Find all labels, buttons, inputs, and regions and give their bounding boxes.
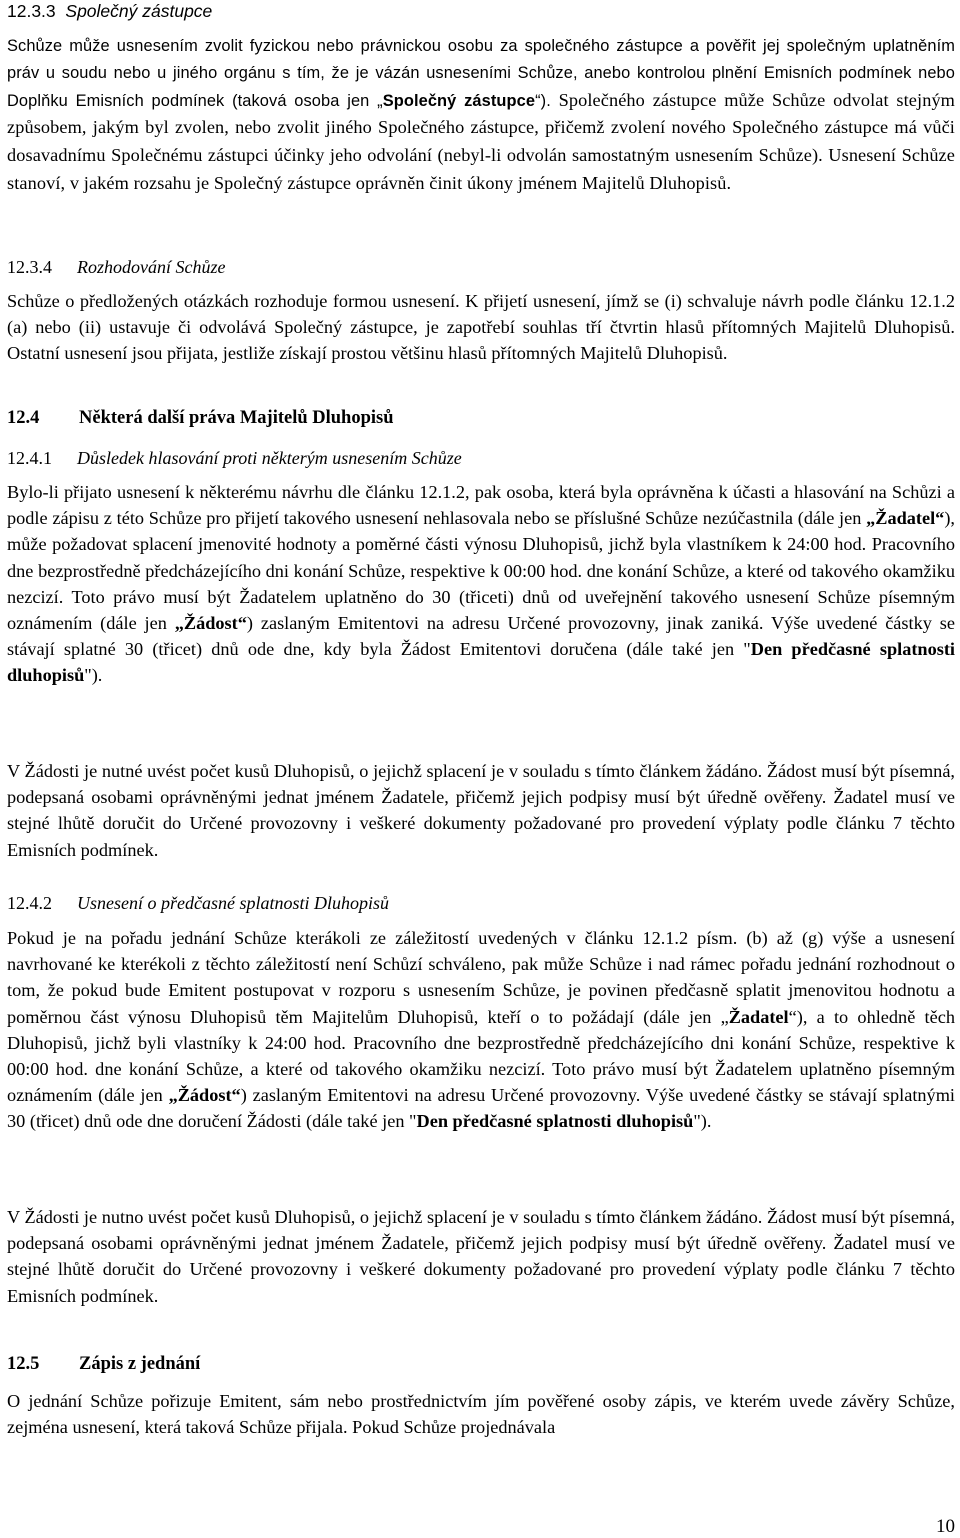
paragraph-decision-making — [7, 288, 955, 367]
defined-term: Žadatel — [728, 1006, 789, 1027]
paragraph-common-representative — [7, 33, 955, 198]
heading-title: Společný zástupce — [65, 1, 213, 21]
heading-number: 12.4 — [7, 408, 40, 428]
heading-title: Důsledek hlasování proti některým usnesením Schůze — [77, 448, 462, 468]
paragraph-minutes — [7, 1388, 955, 1440]
section-heading — [7, 1352, 955, 1376]
section-12-5 — [7, 1352, 955, 1376]
heading-number: 12.3.3 — [7, 1, 56, 21]
heading-number: 12.3.4 — [7, 257, 52, 277]
heading-title: Některá další práva Majitelů Dluhopisů — [79, 408, 394, 428]
paragraph-vote-consequence — [7, 479, 955, 689]
paragraph-request-requirements-2 — [7, 1204, 955, 1309]
section-heading — [7, 892, 955, 914]
heading-number: 12.5 — [7, 1354, 40, 1374]
paragraph-request-requirements — [7, 758, 955, 863]
page-number: 10 — [936, 1516, 955, 1537]
heading-title: Usnesení o předčasné splatnosti Dluhopisů — [77, 893, 389, 913]
defined-term: Společný zástupce — [382, 91, 536, 110]
body-text: Schůze může usnesením zvolit fyzickou nebo právnickou osobu za společného zástupce a pověřit jej společným uplatněním práv u soudu nebo u jiného orgánu s tím, že je vázán usneseními Schůze, anebo kontrolou plnění Emisních podmínek nebo Doplňku Emisních podmínek (taková osoba jen „Společný zástupce“). Společného zástupce může Schůze odvolat stejným způsobem, jakým byl zvolen, nebo zvolit jiného Společného zástupce, přičemž zvolení nového Společného zástupce má vůči dosavadnímu Společnému zástupci účinky jeho odvolání (nebyl-li odvolán samostatným usnesením Schůze). Usnesení Schůze stanoví, v jakém rozsahu je Společný zástupce oprávněn činit úkony jménem Majitelů Dluhopisů. — [7, 37, 956, 193]
section-heading — [7, 256, 955, 278]
heading-number: 12.4.2 — [7, 893, 52, 913]
section-12-3-3 — [7, 0, 955, 22]
body-text: Pokud je na pořadu jednání Schůze kterákoli ze záležitostí uvedených v článku 12.1.2 písm. (b) až (g) výše a usnesení navrhované ke kterékoli z těchto záležitostí není Schůzí schváleno, pak může Schůze i nad rámec pořadu jednání rozhodnout o tom, že pokud bude Emitent postupovat v rozporu s usnesením Schůze, je povinen předčasně splatit jmenovitou hodnotu a poměrnou část výnosu Dluhopisů těm Majitelům Dluhopisů, kteří o to požádají (dále jen „Žadatel“), a to ohledně těch Dluhopisů, jichž byli vlastníky k 24:00 hod. Pracovního dne bezprostředně předcházejícího dni konání Schůze, respektive k 00:00 hod. dne konání Schůze, a které od takového okamžiku nezcizí. Toto právo musí být Žadatelem uplatněno písemným oznámením (dále jen „Žádost“) zaslaným Emitentovi na adresu Určené provozovny. Výše uvedené částky se stávají splatnými 30 (třicet) dnů ode dne doručení Žádosti (dále také jen "Den předčasné splatnosti dluhopisů"). — [7, 928, 956, 1132]
section-heading — [7, 447, 955, 469]
section-12-4 — [7, 406, 955, 430]
defined-term: „Žádost“ — [174, 613, 247, 634]
defined-term: „Žadatel“ — [866, 508, 945, 529]
defined-term: „Žádost“ — [168, 1085, 241, 1106]
heading-title: Zápis z jednání — [79, 1354, 201, 1374]
heading-title: Rozhodování Schůze — [77, 257, 226, 277]
defined-term: Den předčasné splatnosti dluhopisů — [416, 1111, 694, 1132]
body-text: Schůze o předložených otázkách rozhoduje formou usnesení. K přijetí usnesení, jímž se (i) schvaluje návrh podle článku 12.1.2 (a) nebo (ii) ustavuje či odvolává Společný zástupce, je zapotřebí souhlas tří čtvrtin hlasů přítomných Majitelů Dluhopisů. Ostatní usnesení jsou přijata, jestliže získají prostou většinu hlasů přítomných Majitelů Dluhopisů. — [7, 291, 955, 364]
heading-number: 12.4.1 — [7, 448, 52, 468]
body-text: Bylo-li přijato usnesení k některému návrhu dle článku 12.1.2, pak osoba, která byla oprávněna k účasti a hlasování na Schůzi a podle zápisu z této Schůze pro přijetí takového usnesení nehlasovala nebo se příslušné Schůze nezúčastnila (dále jen „Žadatel“), může požadovat splacení jmenovité hodnoty a poměrné části výnosu Dluhopisů, jichž byla vlastníkem k 24:00 hod. Pracovního dne bezprostředně předcházejícího dni konání Schůze, respektive k 00:00 hod. dne konání Schůze, a které od takového okamžiku nezcizí. Toto právo musí být Žadatelem uplatněno do 30 (třiceti) dnů od uveřejnění takového usnesení Schůze písemným oznámením (dále jen „Žádost“) zaslaným Emitentovi na adresu Určené provozovny, jinak zaniká. Výše uvedené částky se stávají splatné 30 (třicet) dnů ode dne, kdy byla Žádost Emitentovi doručena (dále také jen "Den předčasné splatnosti dluhopisů"). — [7, 482, 956, 686]
section-12-3-4 — [7, 256, 955, 278]
section-heading — [7, 0, 955, 22]
section-12-4-1 — [7, 447, 955, 469]
defined-term: Den předčasné splatnosti dluhopisů — [7, 639, 956, 686]
body-text: V Žádosti je nutno uvést počet kusů Dluhopisů, o jejichž splacení je v souladu s tímto článkem žádáno. Žádost musí být písemná, podepsaná osobami oprávněnými jednat jménem Žadatele, přičemž jejich podpisy musí být úředně ověřeny. Žadatel musí ve stejné lhůtě doručit do Určené provozovny i veškeré dokumenty požadované pro provedení výplaty podle článku 7 těchto Emisních podmínek. — [7, 1207, 955, 1306]
body-text: V Žádosti je nutné uvést počet kusů Dluhopisů, o jejichž splacení je v souladu s tímto článkem žádáno. Žádost musí být písemná, podepsaná osobami oprávněnými jednat jménem Žadatele, přičemž jejich podpisy musí být úředně ověřeny. Žadatel musí ve stejné lhůtě doručit do Určené provozovny i veškeré dokumenty požadované pro provedení výplaty podle článku 7 těchto Emisních podmínek. — [7, 761, 955, 860]
section-12-4-2 — [7, 892, 955, 914]
body-text: O jednání Schůze pořizuje Emitent, sám nebo prostřednictvím jím pověřené osoby zápis, ve kterém uvede závěry Schůze, zejména usnesení, která taková Schůze přijala. Pokud Schůze projednávala — [7, 1391, 955, 1438]
paragraph-early-redemption — [7, 925, 955, 1135]
section-heading — [7, 406, 955, 430]
